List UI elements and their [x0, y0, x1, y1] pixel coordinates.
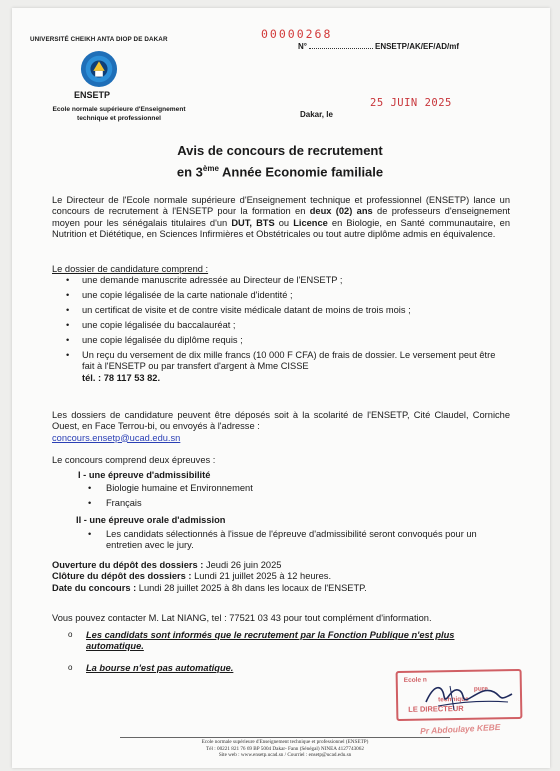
reference-number-stamp: 00000268: [261, 27, 333, 41]
epreuves-intro: Le concours comprend deux épreuves :: [52, 455, 216, 465]
date-stamp: 25 JUIN 2025: [370, 97, 452, 109]
epreuve-orale-title: II - une épreuve orale d'admission: [76, 515, 226, 525]
dossier-heading: Le dossier de candidature comprend :: [52, 264, 209, 274]
list-item: • une copie légalisée du baccalauréat ;: [64, 320, 510, 331]
footer: Ecole normale supérieure d'Enseignement technique et professionnel (ENSETP) Tél : 00221 821 76 69 BP 5004 Dakar- Fann (Sénégal) NINEA 4127743062 Site web : www.ensetp.ucad.sn / Courriel : ensetp@ucad.edu.sn: [201, 739, 369, 759]
list-item: • Biologie humaine et Environnement: [86, 483, 253, 494]
note-item: o La bourse n'est pas automatique.: [66, 663, 466, 674]
phone-number: tél. : 78 117 53 82.: [82, 372, 161, 383]
key-dates: [52, 560, 367, 594]
contact-email-link[interactable]: concours.ensetp@ucad.edu.sn: [52, 432, 181, 443]
notice-title: Avis de concours de recrutement: [177, 143, 383, 158]
list-item: • Un reçu du versement de dix mille francs (10 000 F CFA) de frais de dossier. Le versement peut être fait à l'ENSETP ou par transfert d'argent à Mme CISSE tél. : 78 117 53 82.: [64, 350, 510, 384]
ensetp-acronym: ENSETP: [74, 90, 111, 100]
contact-line: Vous pouvez contacter M. Lat NIANG, tel : 77521 03 43 pour tout complément d'information.: [52, 613, 432, 623]
director-stamp: Ecole n pure technique LE DIRECTEUR: [396, 669, 523, 721]
list-item: • Français: [86, 498, 253, 509]
university-name: UNIVERSITÉ CHEIKH ANTA DIOP DE DAKAR: [30, 36, 168, 43]
closing-date: Clôture du dépôt des dossiers : Lundi 21 juillet 2025 à 12 heures.: [52, 571, 332, 582]
ensetp-logo: [80, 50, 118, 88]
depot-paragraph: Les dossiers de candidature peuvent être déposés soit à la scolarité de l'ENSETP, Cité Claudel, Corniche Ouest, en Face Terrou-bi, ou envoyés à l'adresse : concours.ensetp@ucad.edu.sn: [52, 410, 510, 443]
reference-line: N° ENSETP/AK/EF/AD/mf: [298, 42, 459, 51]
notice-subtitle: en 3ème Année Economie familiale: [176, 164, 384, 180]
epreuve-admissibilite-list: [86, 483, 253, 513]
epreuve-admissibilite-title: I - une épreuve d'admissibilité: [78, 470, 211, 480]
footer-divider: [120, 737, 450, 738]
opening-date: Ouverture du dépôt des dossiers : Jeudi 26 juin 2025: [52, 560, 282, 570]
exam-date: Date du concours : Lundi 28 juillet 2025 à 8h dans les locaux de l'ENSETP.: [52, 582, 367, 593]
list-item: • une copie légalisée du diplôme requis ;: [64, 335, 510, 346]
signature: [420, 676, 520, 716]
list-item: • Les candidats sélectionnés à l'issue de l'épreuve d'admissibilité seront convoqués pour un entretien avec le jury.: [86, 529, 486, 552]
list-item: • une demande manuscrite adressée au Directeur de l'ENSETP ;: [64, 275, 510, 286]
list-item: • un certificat de visite et de contre visite médicale datant de moins de trois mois ;: [64, 305, 510, 316]
director-name: Pr Abdoulaye KEBE: [419, 721, 501, 737]
school-name: Ecole normale supérieure d'Enseignement technique et professionnel: [52, 106, 186, 122]
place-label: Dakar, le: [300, 110, 333, 119]
epreuve-orale-list: [86, 529, 486, 555]
dossier-list: [64, 275, 510, 388]
list-item: • une copie légalisée de la carte nationale d'identité ;: [64, 290, 510, 301]
intro-paragraph: Le Directeur de l'Ecole normale supérieure d'Enseignement technique et professionnel (ENSETP) lance un concours de recrutement à l'ENSETP pour la formation en deux (02) ans de professeurs d'enseignement moyen pour les sénégalais titulaires d'un DUT, BTS ou Licence en Biologie, en Santé communautaire, en Nutrition et Diététique, en Sciences Infirmières et Obstétricales ou tout autre diplôme admis en équivalence.: [52, 195, 511, 239]
note-item: o Les candidats sont informés que le recrutement par la Fonction Publique n'est plus automatique.: [66, 630, 466, 653]
